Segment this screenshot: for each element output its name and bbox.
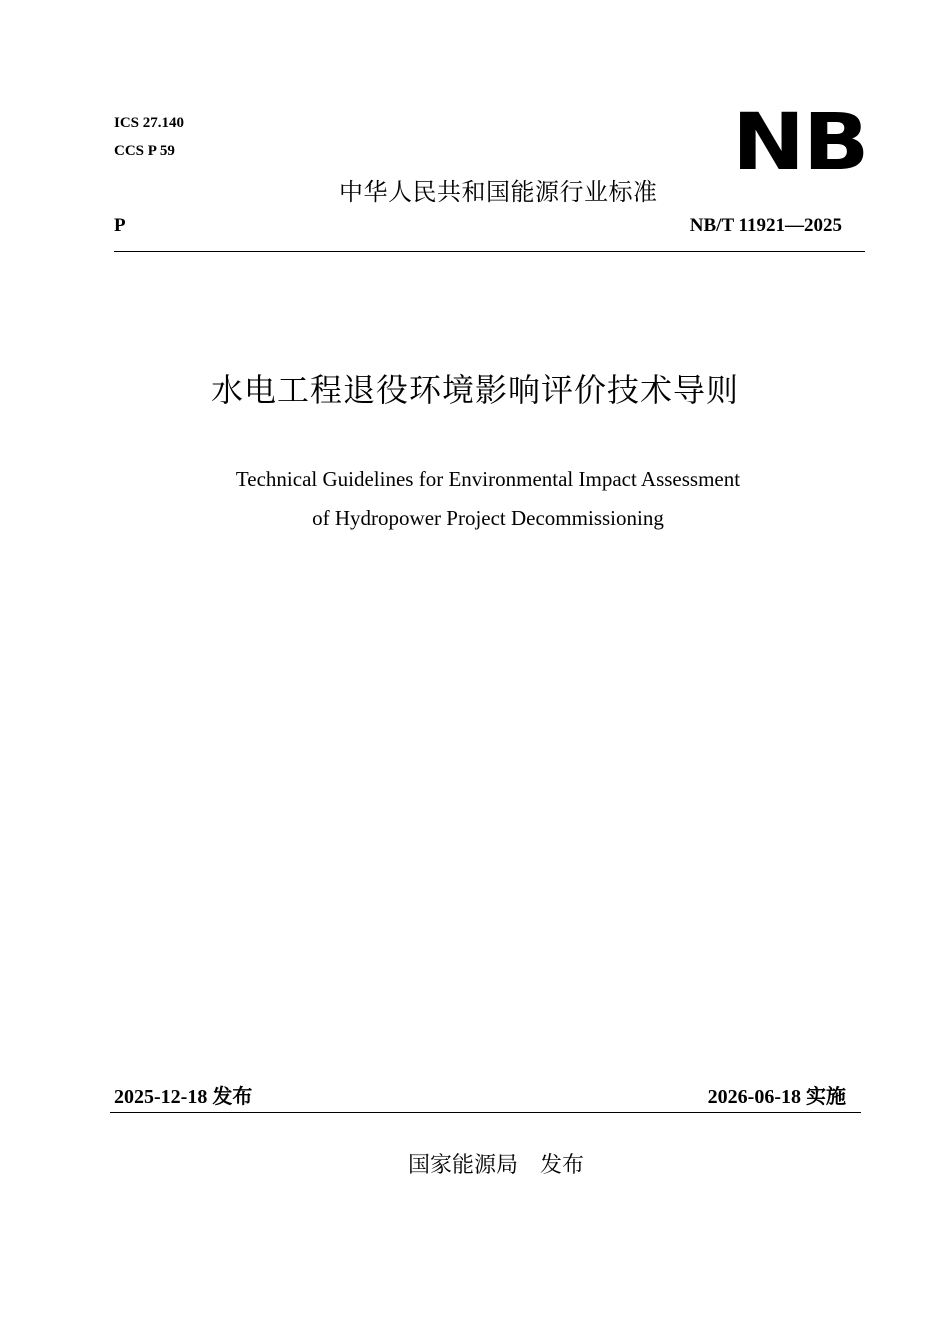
- header-divider: [114, 251, 865, 252]
- document-title-english-line2: of Hydropower Project Decommissioning: [312, 506, 664, 530]
- issuer-line: [408, 1148, 584, 1179]
- document-title-chinese: 水电工程退役环境影响评价技术导则: [210, 372, 739, 408]
- nb-logo: NB: [732, 98, 868, 188]
- organization-title: 中华人民共和国能源行业标准: [339, 178, 658, 206]
- issuer-action: 发布: [540, 1153, 585, 1178]
- ics-code: ICS 27.140: [114, 115, 185, 131]
- footer-divider: [110, 1112, 861, 1113]
- ccs-code: CCS P 59: [114, 143, 175, 159]
- effective-date: 2026-06-18 实施: [707, 1086, 846, 1108]
- classification-code: P: [114, 215, 126, 236]
- document-title-english-line1: Technical Guidelines for Environmental Impact Assessment: [235, 467, 741, 491]
- standard-number: NB/T 11921—2025: [689, 215, 842, 236]
- issuer-name: 国家能源局: [408, 1153, 519, 1178]
- publish-date: 2025-12-18 发布: [114, 1086, 253, 1108]
